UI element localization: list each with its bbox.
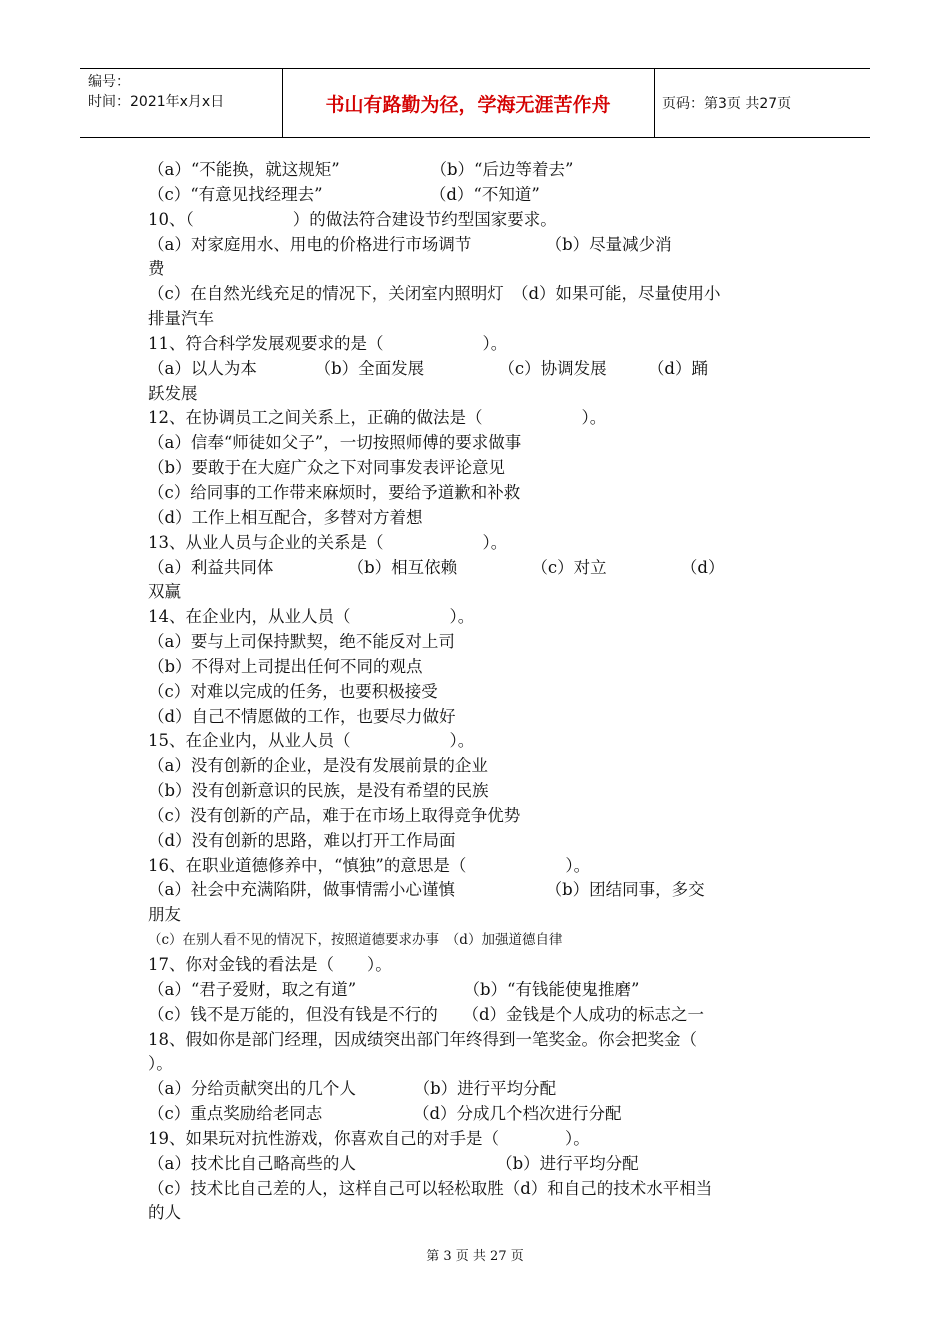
document-body (148, 158, 808, 1226)
text-line: （a）信奉“师徒如父子”，一切按照师傅的要求做事 (148, 433, 522, 453)
text-line: 16、在职业道德修养中，“慎独”的意思是（ ）。 (148, 855, 591, 875)
page-footer: 第 3 页 共 27 页 (426, 1249, 524, 1264)
text-line: （a）社会中充满陷阱，做事情需小心谨慎 （b）团结同事，多交 (148, 880, 705, 900)
text-line: 费 (148, 259, 165, 279)
text-line: （c）重点奖励给老同志 （d）分成几个档次进行分配 (148, 1104, 622, 1124)
text-line: 11、符合科学发展观要求的是（ ）。 (148, 333, 508, 353)
text-line: （a）利益共同体 （b）相互依赖 （c）对立 （d） (148, 557, 725, 577)
text-line: （b）没有创新意识的民族，是没有希望的民族 (148, 781, 489, 801)
text-line: 17、你对金钱的看法是（ ）。 (148, 955, 392, 974)
text-line: 跃发展 (148, 383, 198, 403)
header-divider (654, 69, 655, 137)
text-line: 13、从业人员与企业的关系是（ ）。 (148, 532, 508, 552)
text-line: 的人 (148, 1203, 181, 1223)
text-line: （b）不得对上司提出任何不同的观点 (148, 656, 423, 676)
text-line: 12、在协调员工之间关系上，正确的做法是（ ）。 (148, 408, 607, 428)
text-line: （b）要敢于在大庭广众之下对同事发表评论意见 (148, 458, 506, 478)
document-date: 时间：2021年x月x日 (88, 94, 225, 110)
text-line: （a）技术比自己略高些的人 （b）进行平均分配 (148, 1153, 639, 1173)
text-line: 14、在企业内，从业人员（ ）。 (148, 607, 475, 627)
text-line: 排量汽车 (148, 309, 214, 329)
text-line: 10、（ ）的做法符合建设节约型国家要求。 (148, 209, 557, 229)
text-line: （c）给同事的工作带来麻烦时，要给予道歉和补救 (148, 482, 521, 502)
text-line: 19、如果玩对抗性游戏，你喜欢自己的对手是（ ）。 (148, 1128, 590, 1148)
text-line: 15、在企业内，从业人员（ ）。 (148, 731, 475, 751)
text-line: （a）没有创新的企业，是没有发展前景的企业 (148, 756, 488, 776)
text-line: （a）分给贡献突出的几个人 （b）进行平均分配 (148, 1079, 557, 1099)
text-line: （a）要与上司保持默契，绝不能反对上司 (148, 632, 455, 652)
text-line: （c）技术比自己差的人，这样自己可以轻松取胜（d）和自己的技术水平相当 (148, 1178, 713, 1198)
text-line: （d）工作上相互配合，多替对方着想 (148, 507, 423, 527)
page-header (80, 68, 870, 138)
text-line: 朋友 (148, 905, 181, 925)
text-line: （c）在别人看不见的情况下，按照道德要求办事 （d）加强道德自律 (148, 932, 563, 949)
text-line: （a）对家庭用水、用电的价格进行市场调节 （b）尽量减少消 (148, 234, 672, 254)
header-page-info: 页码：第3页 共27页 (662, 96, 792, 112)
text-line: 双赢 (148, 582, 181, 602)
text-line: （a）以人为本 （b）全面发展 （c）协调发展 （d）踊 (148, 358, 708, 378)
text-line: （d）没有创新的思路，难以打开工作局面 (148, 830, 456, 850)
text-line: ）。 (148, 1054, 173, 1074)
text-line: （d）自己不情愿做的工作，也要尽力做好 (148, 706, 456, 726)
text-line: （c）钱不是万能的，但没有钱是不行的 （d）金钱是个人成功的标志之一 (148, 1004, 705, 1024)
text-line: （c）“有意见找经理去” （d）“不知道” (148, 184, 540, 204)
text-line: （c）在自然光线充足的情况下，关闭室内照明灯 （d）如果可能，尽量使用小 (148, 284, 721, 304)
text-line: 18、假如你是部门经理，因成绩突出部门年终得到一笔奖金。你会把奖金（ (148, 1029, 697, 1049)
text-line: （c）对难以完成的任务，也要积极接受 (148, 681, 438, 701)
header-meta (88, 72, 224, 112)
text-line: （a）“君子爱财，取之有道” （b）“有钱能使鬼推磨” (148, 979, 640, 999)
text-line: （c）没有创新的产品，难于在市场上取得竞争优势 (148, 805, 521, 825)
document-number: 编号： (88, 74, 130, 90)
header-motto: 书山有路勤为径，学海无涯苦作舟 (325, 93, 611, 116)
text-line: （a）“不能换，就这规矩” （b）“后边等着去” (148, 160, 574, 179)
